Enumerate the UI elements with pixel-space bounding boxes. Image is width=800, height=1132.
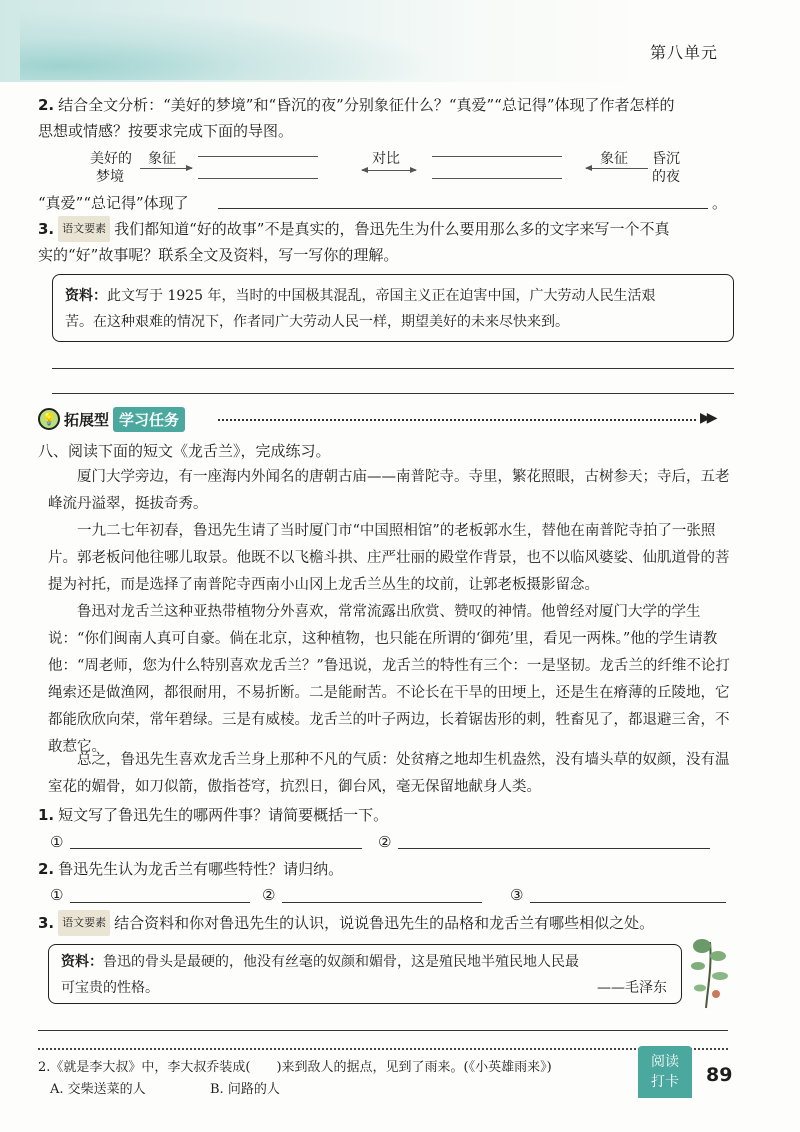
material-box-2 xyxy=(48,944,682,1004)
double-arrow-icon: ▶▶ xyxy=(700,410,714,426)
reading-question-3 xyxy=(38,910,758,936)
left-answer-blank[interactable] xyxy=(198,156,318,157)
diagram-left-label-2: 梦境 xyxy=(96,169,124,185)
q2-fill-prefix: “真爱”“总记得”体现了 xyxy=(38,194,189,212)
quote-attribution: ——毛泽东 xyxy=(597,980,667,996)
answer-marker-1: ① xyxy=(50,833,64,851)
plant-illustration-icon xyxy=(686,936,736,1010)
reading-title: 八、阅读下面的短文《龙舌兰》，完成练习。 xyxy=(38,442,331,460)
rq2-answer-1[interactable] xyxy=(70,902,250,903)
diagram-left-arrow-label: 象征 xyxy=(148,151,176,167)
passage-paragraph-2: 一九二七年初春，鲁迅先生请了当时厦门市“中国照相馆”的老板郭水生，替他在南普陀寺拍了一张照片。郭老板问他往哪儿取景。他既不以飞檐斗拱、庄严壮丽的殿堂作背景，也不以临风婆娑、仙肌道骨的菩提为衬托，而是选择了南普陀寺西南小山冈上龙舌兰丛生的坟前，让郭老板摄影留念。 xyxy=(48,523,730,593)
question-number: 3. xyxy=(38,914,55,932)
right-answer-blank[interactable] xyxy=(432,156,562,157)
badge-line-1: 阅读 xyxy=(651,1054,679,1070)
question-text-cont: 思想或情感？按要求完成下面的导图。 xyxy=(38,122,294,140)
diagram-right-label-1: 昏沉 xyxy=(652,151,680,167)
question-3 xyxy=(38,216,758,268)
material-text: 此文写于 1925 年，当时的中国极其混乱，帝国主义正在迫害中国，广大劳动人民生活艰 xyxy=(107,288,656,304)
rq3-answer-line[interactable] xyxy=(38,1030,728,1031)
section-title-part2: 学习任务 xyxy=(113,407,185,432)
question-text: 结合全文分析：“美好的梦境”和“昏沉的夜”分别象征什么？“真爱”“总记得”体现了作者怎样的 xyxy=(58,96,675,114)
question-number: 2. xyxy=(38,860,55,878)
q2-answer-line[interactable] xyxy=(218,208,708,209)
footer-question: 2.《就是李大叔》中，李大叔乔装成( )来到敌人的据点，见到了雨来。(《小英雄雨来》) xyxy=(38,1060,552,1075)
right-arrow xyxy=(586,168,648,169)
reading-question-2 xyxy=(38,856,343,882)
footer-option-b: B. 问路的人 xyxy=(210,1082,280,1097)
q3-answer-line-2[interactable] xyxy=(52,393,734,394)
badge-line-2: 打卡 xyxy=(651,1074,679,1090)
right-answer-blank-2[interactable] xyxy=(432,178,562,179)
diagram-middle-label: 对比 xyxy=(372,151,400,167)
footer-option-a: A. 交柴送菜的人 xyxy=(50,1082,146,1097)
question-number: 2. xyxy=(38,96,55,114)
contrast-arrow xyxy=(362,170,416,171)
rq1-answer-2[interactable] xyxy=(398,848,710,849)
section-banner xyxy=(38,406,185,432)
reading-question-1 xyxy=(38,802,388,828)
rq2-answer-3[interactable] xyxy=(530,902,726,903)
material-box xyxy=(52,274,734,342)
left-answer-blank-2[interactable] xyxy=(198,178,318,179)
question-2 xyxy=(38,92,758,144)
material-text-cont: 可宝贵的性格。 xyxy=(61,980,159,996)
reading-checkin-badge[interactable] xyxy=(638,1046,692,1098)
section-title-part1: 拓展型 xyxy=(64,410,110,429)
answer-marker-3: ③ xyxy=(510,886,524,904)
material-text: 鲁迅的骨头是最硬的，他没有丝毫的奴颜和媚骨，这是殖民地半殖民地人民最 xyxy=(103,954,579,970)
unit-label: 第八单元 xyxy=(649,43,718,62)
banner-dotted-line xyxy=(218,419,696,421)
question-text: 短文写了鲁迅先生的哪两件事？请简要概括一下。 xyxy=(58,806,389,824)
left-arrow xyxy=(140,168,192,169)
passage-paragraph-1: 厦门大学旁边，有一座海内外闻名的唐朝古庙——南普陀寺。寺里，繁花照眼，古树参天；寺后，五老峰流丹溢翠，挺拔奇秀。 xyxy=(48,469,730,512)
page-number: 89 xyxy=(706,1064,733,1086)
q3-answer-line-1[interactable] xyxy=(52,368,734,369)
mind-map-diagram xyxy=(90,148,690,188)
header-decoration xyxy=(20,10,440,80)
question-text: 结合资料和你对鲁迅先生的认识，说说鲁迅先生的品格和龙舌兰有哪些相似之处。 xyxy=(114,914,655,932)
diagram-right-label-2: 的夜 xyxy=(652,169,680,185)
passage-paragraph-4: 总之，鲁迅先生喜欢龙舌兰身上那种不凡的气质：处贫瘠之地却生机盎然，没有墙头草的奴颜，没有温室花的媚骨，如刀似箭，傲指苍穹，抗烈日，御台风，毫无保留地献身人类。 xyxy=(48,752,730,795)
rq2-answer-2[interactable] xyxy=(282,902,482,903)
question-number: 3. xyxy=(38,220,55,238)
material-label: 资料： xyxy=(65,288,107,304)
skill-tag: 语文要素 xyxy=(58,910,110,936)
q2-fill-suffix: 。 xyxy=(712,194,728,212)
question-text: 我们都知道“好的故事”不是真实的，鲁迅先生为什么要用那么多的文字来写一个不真 xyxy=(114,220,670,238)
footer-dotted-line xyxy=(38,1048,728,1050)
diagram-right-arrow-label: 象征 xyxy=(600,151,628,167)
answer-marker-1: ① xyxy=(50,886,64,904)
material-text-cont: 苦。在这种艰难的情况下，作者同广大劳动人民一样，期望美好的未来尽快来到。 xyxy=(65,314,569,330)
passage-paragraph-3: 鲁迅对龙舌兰这种亚热带植物分外喜欢，常常流露出欣赏、赞叹的神情。他曾经对厦门大学的学生说：“你们闽南人真可自豪。倘在北京，这种植物，也只能在所谓的‘御苑’里，看见一两株。”他的学生请教他：“周老师，您为什么特别喜欢龙舌兰？”鲁迅说，龙舌兰的特性有三个：一是坚韧。龙舌兰的纤维不论打绳索还是做渔网，都很耐用，不易折断。二是能耐苦。不论长在干旱的田埂上，还是生在瘠薄的丘陵地，它都能欣欣向荣，常年碧绿。三是有威棱。龙舌兰的叶子两边，长着锯齿形的刺，牲畜见了，都退避三舍，不敢惹它。 xyxy=(48,604,730,755)
lightbulb-icon: 💡 xyxy=(38,408,60,430)
material-label: 资料： xyxy=(61,954,103,970)
diagram-left-label-1: 美好的 xyxy=(90,151,132,167)
rq1-answer-1[interactable] xyxy=(70,848,362,849)
answer-marker-2: ② xyxy=(378,833,392,851)
question-text-cont: 实的“好”故事呢？联系全文及资料，写一写你的理解。 xyxy=(38,246,399,264)
question-number: 1. xyxy=(38,806,55,824)
question-text: 鲁迅先生认为龙舌兰有哪些特性？请归纳。 xyxy=(58,860,344,878)
answer-marker-2: ② xyxy=(262,886,276,904)
skill-tag: 语文要素 xyxy=(58,216,110,242)
